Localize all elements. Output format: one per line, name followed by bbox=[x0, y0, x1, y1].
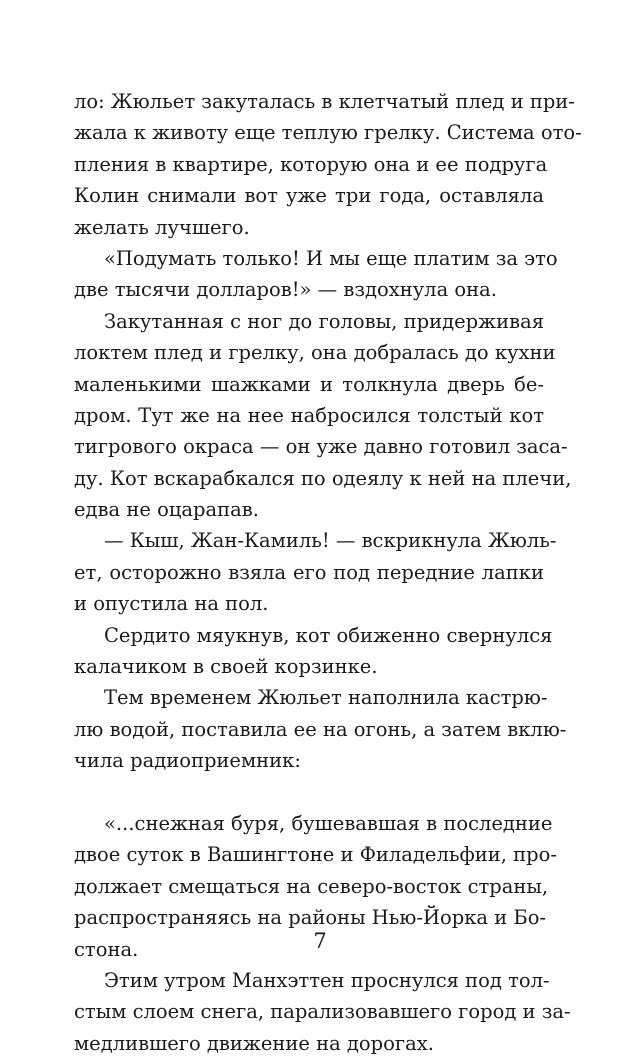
text-line: две тысячи долларов!» — вздохнула она. bbox=[74, 278, 497, 302]
text-line: локтем плед и грелку, она добралась до кухни bbox=[74, 341, 556, 365]
body-text bbox=[74, 86, 582, 1059]
text-line: чила радиоприемник: bbox=[74, 749, 301, 773]
text-line: ду. Кот вскарабкался по одеялу к ней на плечи, bbox=[74, 466, 572, 490]
paragraph bbox=[74, 86, 582, 243]
paragraph-gap bbox=[74, 777, 544, 808]
text-line: Колин снимали вот уже три года, оставляла bbox=[74, 184, 544, 208]
text-line: калачиком в своей корзинке. bbox=[74, 655, 378, 679]
paragraph bbox=[74, 965, 571, 1059]
text-line: распространяясь на районы Нью-Йорка и Бо- bbox=[74, 906, 547, 930]
paragraph bbox=[74, 243, 558, 306]
text-line: и опустила на пол. bbox=[74, 592, 269, 616]
text-line: желать лучшего. bbox=[74, 215, 250, 239]
text-line: Сердито мяукнув, кот обиженно свернулся bbox=[104, 623, 553, 647]
paragraph bbox=[74, 682, 567, 776]
text-line: тигрового окраса — он уже давно готовил заса- bbox=[74, 435, 568, 459]
text-line: маленькими шажками и толкнула дверь бе- bbox=[74, 372, 544, 396]
paragraph bbox=[74, 306, 572, 526]
text-line: лю водой, поставила ее на огонь, а затем вклю- bbox=[74, 717, 567, 741]
paragraph bbox=[74, 620, 553, 683]
page-number: 7 bbox=[313, 929, 327, 953]
text-line: Этим утром Манхэттен проснулся под тол- bbox=[104, 968, 550, 992]
text-line: Тем временем Жюльет наполнила кастрю- bbox=[104, 686, 548, 710]
text-line: медлившего движение на дорогах. bbox=[74, 1031, 434, 1055]
text-line: пления в квартире, которую она и ее подруга bbox=[74, 152, 548, 176]
text-line: едва не оцарапав. bbox=[74, 498, 259, 522]
text-line: стым слоем снега, парализовавшего город и за- bbox=[74, 1000, 571, 1024]
text-line: стона. bbox=[74, 937, 139, 961]
paragraph bbox=[74, 525, 557, 619]
text-line: «Подумать только! И мы еще платим за это bbox=[104, 246, 558, 270]
text-line: дром. Тут же на нее набросился толстый кот bbox=[74, 403, 544, 427]
text-line: ет, осторожно взяла его под передние лапки bbox=[74, 560, 544, 584]
text-line: двое суток в Вашингтоне и Филадельфии, про- bbox=[74, 843, 557, 867]
text-line: ло: Жюльет закуталась в клетчатый плед и при- bbox=[74, 90, 575, 113]
text-line: Закутанная с ног до головы, придерживая bbox=[104, 309, 544, 333]
text-line: «...снежная буря, бушевавшая в последние bbox=[104, 811, 553, 835]
text-line: должает смещаться на северо-восток страны, bbox=[74, 874, 549, 898]
text-line: жала к животу еще теплую грелку. Система ото- bbox=[74, 121, 582, 145]
text-line: — Кыш, Жан-Камиль! — вскрикнула Жюль- bbox=[104, 529, 557, 553]
